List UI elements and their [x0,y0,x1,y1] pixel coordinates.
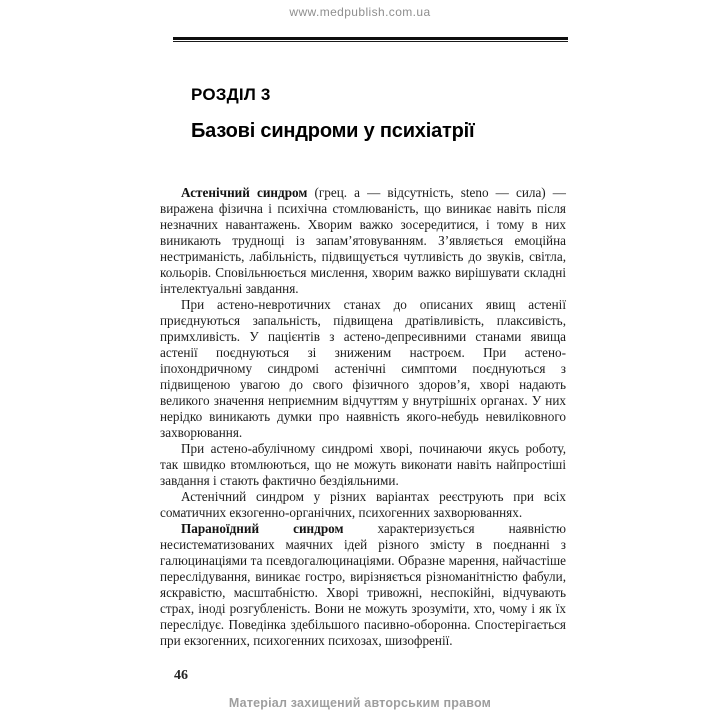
page-number: 46 [174,668,188,683]
body-text-block [160,185,566,649]
paragraph-text: Астенічний синдром у різних варіантах реєструють при всіх соматичних екзогенно-органічних, психогенних захворюваннях. [160,489,566,520]
paragraph-asthenic-syndrome [160,185,566,297]
copyright-notice: Матеріал захищений авторським правом [228,696,492,710]
paragraph-astheno-neurotic [160,297,566,441]
divider-thick-line [173,37,568,40]
paragraph-text: (грец. а — відсутність, steno — сила) — виражена фізична і психічна стомлюваність, що виникає навіть після незначних навантажень. Хворим важко зосередитися, і тому в них виникають труднощі із запам’ятовуванням. З’являється емоційна нестриманість, лабільність, підвищується чутливість до звуків, світла, кольорів. Сповільнюється мислення, хворим важко вирішувати складні інтелектуальні завдання. [160,185,566,296]
paragraph-text: При астено-невротичних станах до описаних явищ астенії приєднуються запальність, підвищена дратівливість, плаксивість, примхливість. У пацієнтів з астено-депресивними станами явища астенії поєднуються зі зниженим настроєм. При астено-іпохондричному синдромі астенічні симптоми поєднуються з підвищеною увагою до свого фізичного здоров’я, хворі надають великого значення неприємним відчуттям у внутрішніх органах. У них нерідко виникають думки про наявність якого-небудь невиліковного захворювання. [160,297,566,440]
paragraph-astheno-abulic [160,441,566,489]
chapter-title: Базові синдроми у психіатрії [191,120,475,142]
chapter-divider-rule [173,37,568,42]
chapter-number: РОЗДІЛ 3 [191,85,271,104]
paragraph-paranoid-syndrome [160,521,566,649]
paragraph-lead-term: Астенічний синдром [181,185,308,200]
page-content [160,85,566,649]
paragraph-text: характеризується наявністю несистематизованих маячних ідей різного змісту в поєднанні з галюцинаціями та псевдогалюцинаціями. Образне марення, найчастіше переслідування, виникає гостро, вирізняється різноманітністю фабули, яскравістю, масштабністю. Хворі тривожні, неспокійні, відчувають страх, іноді розгубленість. Вони не можуть зрозуміти, хто, чому і як їх переслідує. Поведінка здебільшого пасивно-оборонна. Спостерігається при екзогенних, психогенних психозах, шизофренії. [160,521,567,648]
divider-thin-line [173,41,568,42]
paragraph-asthenic-variants [160,489,566,521]
paragraph-lead-term: Параноїдний синдром [181,521,344,536]
publisher-url-watermark: www.medpublish.com.ua [289,5,431,19]
paragraph-text: При астено-абулічному синдромі хворі, починаючи якусь роботу, так швидко втомлюються, що не можуть виконати навіть найпростіші завдання і стають фактично бездіяльними. [160,441,566,488]
